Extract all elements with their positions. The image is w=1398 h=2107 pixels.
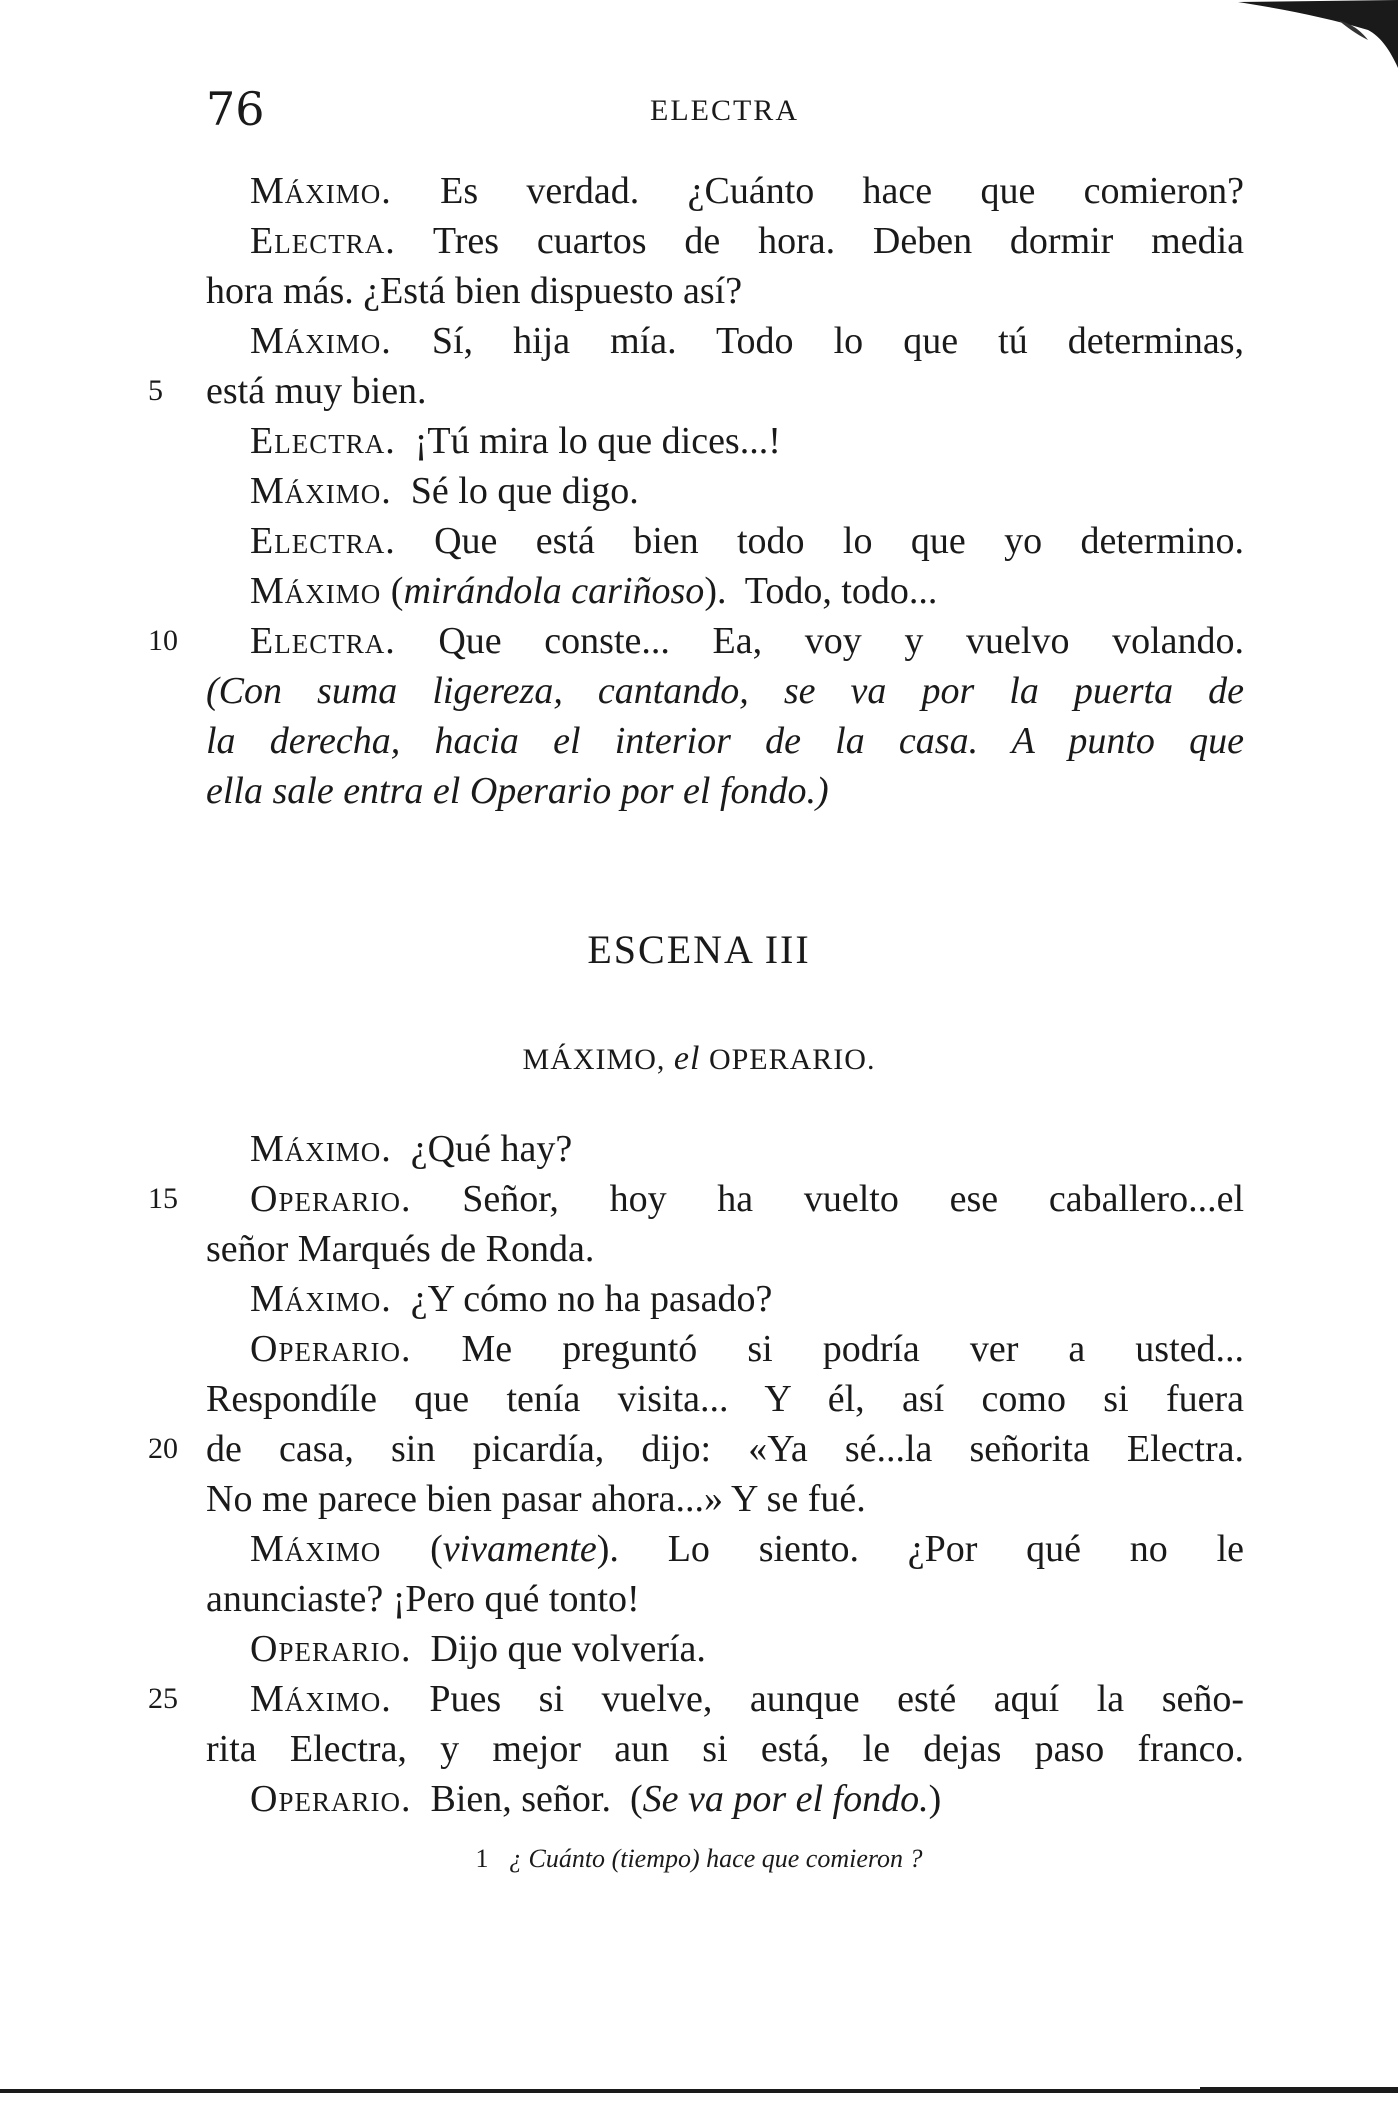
footnote-text-b: (tiempo) bbox=[611, 1844, 700, 1873]
stage-direction-text: ella sale entra el Operario por el fondo.) bbox=[206, 770, 829, 812]
line-text: Bien, señor. bbox=[430, 1778, 611, 1820]
dialogue-line: Máximo (mirándola cariñoso). Todo, todo... bbox=[250, 570, 938, 612]
dialogue-line bbox=[250, 1674, 1244, 1724]
speaker: Máximo. bbox=[250, 1278, 392, 1320]
line-text: Sé lo que digo. bbox=[410, 470, 639, 512]
dialogue-line bbox=[250, 1174, 1244, 1224]
footnote-number: 1 bbox=[475, 1844, 489, 1873]
line-text: señor Marqués de Ronda. bbox=[206, 1228, 595, 1270]
stage-direction-line bbox=[206, 766, 1244, 816]
footnote-text-c: hace que comieron ? bbox=[706, 1844, 923, 1873]
speaker: Operario. bbox=[250, 1178, 412, 1220]
dialogue-line bbox=[250, 1274, 1244, 1324]
dialogue-line bbox=[250, 166, 1244, 216]
dialogue-line bbox=[250, 1324, 1244, 1374]
stage-direction: Se va por el fondo. bbox=[642, 1778, 929, 1820]
speaker: Electra. bbox=[250, 420, 396, 462]
dialogue-line: Operario. Bien, señor. (Se va por el fondo.) bbox=[250, 1778, 942, 1820]
line-text: Sí, hija mía. Todo lo que tú determinas, bbox=[431, 320, 1244, 362]
line-text: No me parece bien pasar ahora...» Y se fué. bbox=[206, 1478, 866, 1520]
dialogue-line bbox=[206, 266, 1244, 316]
running-title: ELECTRA bbox=[650, 94, 799, 127]
line-text: Pues si vuelve, aunque esté aquí la seño- bbox=[429, 1678, 1245, 1720]
stage-direction-text: (Con suma ligereza, cantando, se va por la puerta de bbox=[206, 670, 1244, 712]
page-corner-stain bbox=[1218, 0, 1398, 80]
dialogue-line bbox=[206, 1374, 1244, 1424]
dialogue-line bbox=[250, 1624, 1244, 1674]
dialogue-line bbox=[206, 1424, 1244, 1474]
line-text: Es verdad. ¿Cuánto hace que comieron? bbox=[440, 170, 1245, 212]
line-number: 10 bbox=[148, 624, 178, 657]
line-number: 25 bbox=[148, 1682, 178, 1715]
running-head bbox=[0, 82, 1398, 142]
dialogue-line bbox=[250, 516, 1244, 566]
line-text: Que conste... Ea, voy y vuelvo volando. bbox=[438, 620, 1245, 662]
speaker: Electra. bbox=[250, 520, 396, 562]
dialogue-line bbox=[250, 466, 1244, 516]
dialogue-line bbox=[250, 1124, 1244, 1174]
line-text: Todo, todo... bbox=[744, 570, 938, 612]
speaker: Electra. bbox=[250, 220, 396, 262]
dialogue-line bbox=[250, 416, 1244, 466]
line-text: Lo siento. ¿Por qué no le bbox=[667, 1528, 1245, 1570]
scene-title: ESCENA III bbox=[587, 927, 811, 972]
speaker: Máximo bbox=[250, 570, 382, 612]
line-text: ¿Qué hay? bbox=[410, 1128, 573, 1170]
line-text: está muy bien. bbox=[206, 370, 427, 412]
footnote bbox=[0, 1844, 1398, 1874]
stage-direction: mirándola cariñoso bbox=[403, 570, 705, 612]
speaker: Máximo. bbox=[250, 470, 392, 512]
line-text: Que está bien todo lo que yo determino. bbox=[434, 520, 1245, 562]
scene-cast bbox=[0, 1040, 1398, 1078]
dialogue-line bbox=[206, 1224, 1244, 1274]
speaker: Operario. bbox=[250, 1628, 412, 1670]
line-text: ¿Y cómo no ha pasado? bbox=[410, 1278, 773, 1320]
cast-maximo: MÁXIMO, bbox=[522, 1043, 666, 1076]
cast-operario: OPERARIO. bbox=[708, 1043, 876, 1076]
line-text: Me preguntó si podría ver a usted... bbox=[461, 1328, 1244, 1370]
line-text: de casa, sin picardía, dijo: «Ya sé...la señorita Electra. bbox=[206, 1428, 1244, 1470]
page-number: 76 bbox=[206, 82, 265, 136]
speaker: Máximo. bbox=[250, 170, 392, 212]
speaker: Máximo bbox=[250, 1528, 382, 1570]
line-number: 5 bbox=[148, 374, 163, 407]
speaker: Electra. bbox=[250, 620, 396, 662]
dialogue-line: Máximo (vivamente). Lo siento. ¿Por qué no le bbox=[250, 1528, 1245, 1570]
line-text: Dijo que volvería. bbox=[430, 1628, 706, 1670]
dialogue-line bbox=[206, 366, 1244, 416]
stage-direction-line bbox=[206, 666, 1244, 716]
line-text: anunciaste? ¡Pero qué tonto! bbox=[206, 1578, 640, 1620]
dialogue-line bbox=[206, 1474, 1244, 1524]
footnote-text-a: ¿ Cuánto bbox=[508, 1844, 606, 1873]
line-number: 15 bbox=[148, 1182, 178, 1215]
stage-direction-line bbox=[206, 716, 1244, 766]
line-text: Tres cuartos de hora. Deben dormir media bbox=[432, 220, 1244, 262]
speaker: Máximo. bbox=[250, 320, 392, 362]
line-text: rita Electra, y mejor aun si está, le dejas paso franco. bbox=[206, 1728, 1244, 1770]
line-text: Respondíle que tenía visita... Y él, así como si fuera bbox=[206, 1378, 1244, 1420]
dialogue-line bbox=[250, 616, 1244, 666]
stage-direction: vivamente bbox=[442, 1528, 597, 1570]
line-text: Señor, hoy ha vuelto ese caballero...el bbox=[462, 1178, 1244, 1220]
stage-direction-text: la derecha, hacia el interior de la casa. A punto que bbox=[206, 720, 1244, 762]
dialogue-line bbox=[206, 1724, 1244, 1774]
dialogue-line bbox=[250, 316, 1244, 366]
speaker: Máximo. bbox=[250, 1128, 392, 1170]
line-text: hora más. ¿Está bien dispuesto así? bbox=[206, 270, 743, 312]
dialogue-line bbox=[250, 216, 1244, 266]
speaker: Operario. bbox=[250, 1778, 412, 1820]
dialogue-line bbox=[206, 1574, 1244, 1624]
line-number: 20 bbox=[148, 1432, 178, 1465]
line-text: ¡Tú mira lo que dices...! bbox=[414, 420, 781, 462]
speaker: Máximo. bbox=[250, 1678, 392, 1720]
cast-article: el bbox=[673, 1040, 701, 1077]
speaker: Operario. bbox=[250, 1328, 412, 1370]
page-bottom-edge bbox=[0, 2087, 1398, 2093]
